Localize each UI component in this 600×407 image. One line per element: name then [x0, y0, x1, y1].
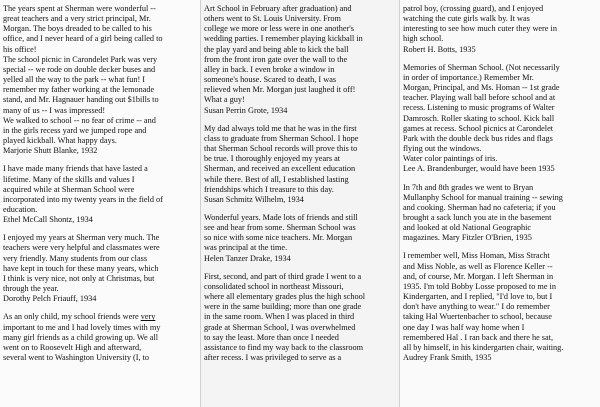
text-line: important to me and I had lovely times with my: [3, 322, 161, 332]
text-line: so nice with some nice teachers. Mr. Morgan: [204, 233, 353, 243]
text-line: As an only child, my school friends were very: [3, 312, 156, 322]
text-line: in the same room. When I was placed in third: [204, 312, 355, 322]
text-line: were in the same building; more than one grade: [204, 302, 362, 312]
text-line: wedding parties. I remember playing kickball in: [204, 34, 363, 44]
text-line: yelled all the way to the park -- what fun! I: [3, 75, 146, 85]
text-line: while there. Best of all, I established lasting: [204, 174, 349, 184]
memory-entry: [3, 164, 197, 225]
author-signature: Robert H. Botts, 1935: [403, 44, 476, 54]
text-line: I remember well, Miss Homan, Miss Stracht: [403, 251, 550, 261]
column-3: [399, 0, 600, 407]
text-line: after recess. I was privileged to serve as a: [204, 353, 342, 362]
text-line: very friendly. Many students from our class: [3, 253, 148, 263]
text-line: What a guy!: [204, 95, 245, 105]
author-signature: Audrey Frank Smith, 1935: [403, 353, 492, 362]
text-line: I have made many friends that have lasted a: [3, 164, 148, 174]
text-line: high school.: [403, 34, 444, 44]
text-line: in order of importance.) Remember Mr.: [403, 72, 534, 82]
text-line: Park with the double deck bus rides and flags: [403, 133, 553, 143]
text-line: teacher. Playing wall ball before school and at: [403, 93, 556, 103]
memory-entry: [403, 63, 597, 175]
text-line: the play yard and being able to kick the ball: [204, 44, 349, 54]
text-line: that Sherman School records will prove this to: [204, 144, 358, 154]
text-line: education.: [3, 204, 38, 214]
author-signature: Susan Perrin Grote, 1934: [204, 105, 288, 115]
underlined-word: very: [140, 312, 156, 322]
text-line: I enjoyed my years at Sherman very much. The: [3, 233, 160, 243]
text-line: watching the cute girls walk by. It was: [403, 14, 530, 24]
memory-entry: [3, 4, 197, 156]
text-line: one day I was half way home when I: [403, 322, 525, 332]
text-line: others went to St. Louis University. From: [204, 14, 341, 24]
memory-entry: [403, 251, 597, 363]
text-line: In 7th and 8th grades we went to Bryan: [403, 182, 534, 192]
text-line: We walked to school -- no fear of crime -- and: [3, 115, 156, 125]
column-2: [200, 0, 399, 407]
author-signature: Lee A. Brandenburger, would have been 1935: [403, 164, 555, 174]
text-line: The years spent at Sherman were wonderful --: [3, 4, 156, 13]
text-line: office, and I never heard of a girl being called to: [3, 34, 163, 44]
text-line: Morgan, Principal, and Ms. Homan -- 1st grade: [403, 83, 560, 93]
memory-entry: [204, 272, 396, 363]
text-line: recess. Listening to music programs of Walter: [403, 103, 555, 113]
text-line: where all elementary grades plus the high school: [204, 292, 366, 302]
memory-entry: [403, 183, 597, 244]
author-signature: Susan Schmitz Wilhelm, 1934: [204, 194, 304, 204]
text-line: Sherman, and received an excellent education: [204, 164, 356, 174]
text-line: taking Hal Wuertenbacher to school, because: [403, 312, 552, 322]
text-line: all by himself, in his kindergarten chair, waiting.: [403, 342, 564, 352]
text-line: several went to Washington University (I, to: [3, 353, 150, 362]
text-line: his office!: [3, 44, 37, 54]
author-signature: Helen Tanzer Drake, 1934: [204, 253, 291, 263]
text-line: and cooking. Sherman had no cafeteria; if you: [403, 202, 556, 212]
text-line: patrol boy, (crossing guard), and I enjoyed: [403, 4, 544, 13]
text-line: have kept in touch for these many years, which: [3, 263, 159, 273]
text-line: games at recess. School picnics at Carondelet: [403, 123, 554, 133]
text-line: I think is very nice, not only at Christmas, but: [3, 273, 155, 283]
text-line: remembered Hal . I ran back and there he sat,: [403, 332, 554, 342]
author-signature: Ethel McCall Shontz, 1934: [3, 215, 93, 225]
text-line: was principal at the time.: [204, 243, 288, 253]
text-line: teachers were very helpful and classmates were: [3, 243, 160, 253]
text-line: someone's house. Scared to death, I was: [204, 75, 337, 85]
memory-entry: [403, 4, 597, 55]
text-line: Morgan. The boys dreaded to be called to his: [3, 24, 152, 34]
memory-entry: [3, 233, 197, 304]
memory-entry: [204, 124, 396, 205]
text-line: 1935. I'm told Bobby Losse proposed to me in: [403, 281, 556, 291]
text-line: to say the least. More than once I needed: [204, 332, 339, 342]
text-line: My dad always told me that he was in the first: [204, 123, 357, 133]
text-line: First, second, and part of third grade I went to a: [204, 271, 362, 281]
text-line: through the year.: [3, 284, 59, 294]
memory-entry: [204, 4, 396, 116]
text-line: grade at Sherman School, I was overwhelmed: [204, 322, 356, 332]
text-line: assistance to find my way back to the classroom: [204, 342, 364, 352]
text-line: class to graduate from Sherman School. I hope: [204, 133, 359, 143]
text-line: Damrosch. Roller skating to school. Kick ball: [403, 113, 555, 123]
text-line: flying out the windows.: [403, 144, 482, 154]
text-line: Wonderful years. Made lots of friends and still: [204, 212, 358, 222]
text-line: Water color paintings of iris.: [403, 154, 498, 164]
memory-entry: [204, 213, 396, 264]
author-signature: magazines. Mary Fitzler O'Brien, 1935: [403, 233, 532, 243]
text-line: and looked at old National Geographic: [403, 223, 532, 233]
text-line: acquired while at Sherman School were: [3, 184, 135, 194]
text-line: Kindergarten, and I replied, "I'd love to, but I: [403, 292, 553, 302]
text-line: The school picnic in Carondelet Park was very: [3, 54, 158, 64]
memory-entry: [3, 312, 197, 363]
text-line: don't have anything to wear." I do remember: [403, 302, 550, 312]
text-line: from the front iron gate over the wall to the: [204, 54, 348, 64]
text-line: played kickball. What happy days.: [3, 136, 117, 146]
text-line: consolidated school in northeast Missouri,: [204, 281, 344, 291]
text-line: in the girls recess yard we jumped rope and: [3, 125, 147, 135]
text-line: alley in back. I even broke a window in: [204, 64, 335, 74]
text-line: and, of course, Mr. Morgan. I left Sherman in: [403, 271, 554, 281]
text-line: great teachers and a very strict principal, Mr.: [3, 14, 151, 24]
text-line: brought a sack lunch you ate in the basement: [403, 212, 552, 222]
text-line: be true. I thoroughly enjoyed my years at: [204, 154, 341, 164]
text-line: Art School in February after graduation) and: [204, 4, 352, 13]
text-line: stand, and Mr. Hagnauer handing out $1bills to: [3, 95, 159, 105]
text-line: interesting to see how much cuter they were in: [403, 24, 557, 34]
text-line: friendships which I treasure to this day.: [204, 184, 334, 194]
text-line: many girl friends as a child growing up. We all: [3, 332, 158, 342]
text-line: and Miss Noble, as well as Florence Keller --: [403, 261, 553, 271]
text-line: incorporated into my twenty years in the field of: [3, 194, 163, 204]
text-line: lifetime. Many of the skills and values I: [3, 174, 135, 184]
text-line: Mullanphy School for manual training -- sewing: [403, 192, 563, 202]
text-line: college we more or less were in one another's: [204, 24, 354, 34]
author-signature: Dorothy Pelch Friauff, 1934: [3, 294, 97, 304]
author-signature: Marjorie Shutt Blanke, 1932: [3, 146, 98, 156]
text-line: went on to Roosevelt High and afterward,: [3, 342, 142, 352]
text-line: Memories of Sherman School. (Not necessarily: [403, 62, 560, 72]
text-line: many of us -- I was impressed!: [3, 105, 106, 115]
column-1: [0, 0, 200, 407]
text-line: see and hear from some. Sherman School was: [204, 223, 356, 233]
text-line: relieved when Mr. Morgan just laughed it off!: [204, 85, 356, 95]
text-line: remember my father working at the lemonade: [3, 85, 155, 95]
text-line: special -- we rode on double decker buses and: [3, 64, 156, 74]
